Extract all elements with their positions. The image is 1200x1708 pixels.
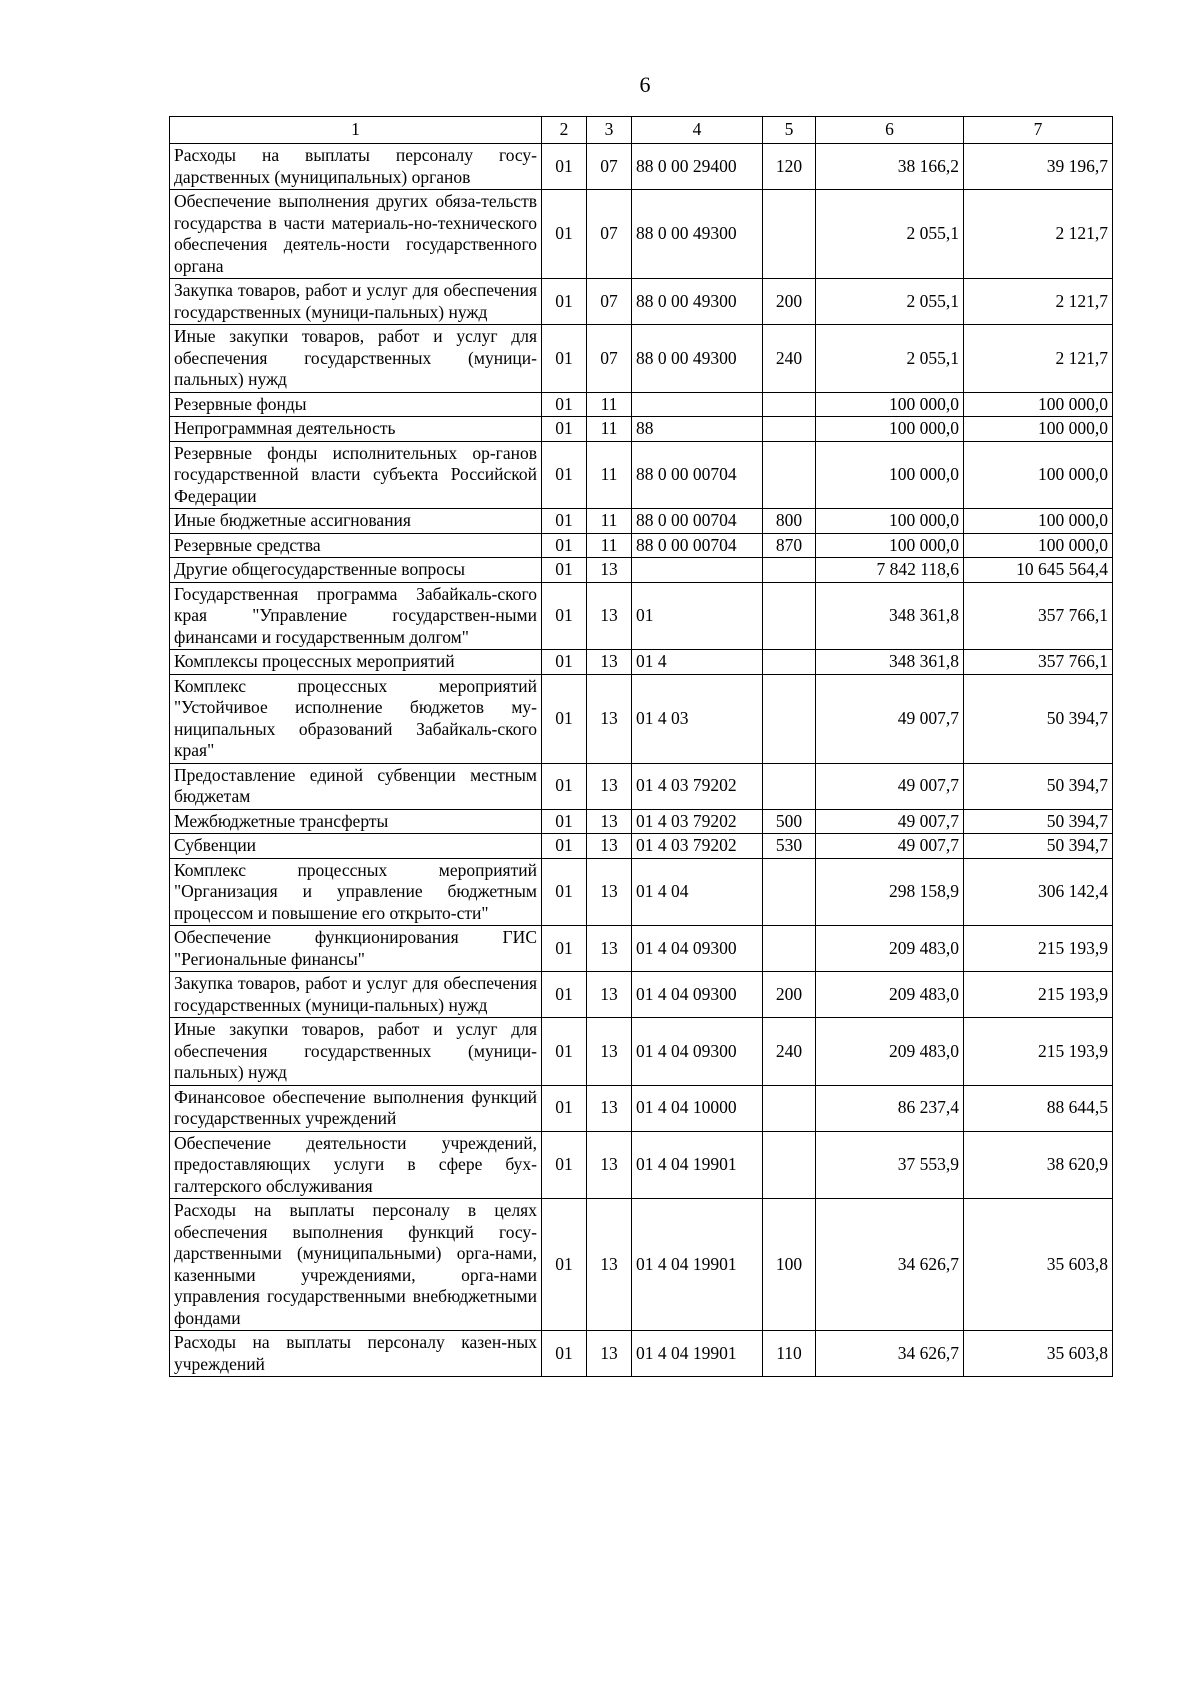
budget-table (169, 116, 1113, 1377)
row-name-cell: Резервные фонды исполнительных ор-ганов государственной власти субъекта Российской Федерации (170, 441, 542, 509)
row-name-cell: Резервные фонды (170, 392, 542, 417)
amount-year-2-cell: 50 394,7 (964, 834, 1113, 859)
amount-year-2-cell: 50 394,7 (964, 763, 1113, 809)
amount-year-1-cell: 348 361,8 (816, 650, 964, 675)
table-row (170, 279, 1113, 325)
table-row (170, 834, 1113, 859)
row-name-cell: Комплексы процессных мероприятий (170, 650, 542, 675)
section-code-cell: 01 (542, 441, 587, 509)
expense-type-cell: 100 (763, 1199, 816, 1331)
subsection-code-cell: 07 (587, 190, 632, 279)
header-cell-7: 7 (964, 117, 1113, 144)
amount-year-2-cell: 100 000,0 (964, 417, 1113, 442)
amount-year-2-cell: 100 000,0 (964, 392, 1113, 417)
table-row (170, 558, 1113, 583)
target-article-cell: 01 4 04 10000 (632, 1085, 763, 1131)
section-code-cell: 01 (542, 582, 587, 650)
expense-type-cell: 500 (763, 809, 816, 834)
amount-year-1-cell: 49 007,7 (816, 834, 964, 859)
target-article-cell: 01 4 04 19901 (632, 1199, 763, 1331)
subsection-code-cell: 11 (587, 441, 632, 509)
row-name-cell: Иные бюджетные ассигнования (170, 509, 542, 534)
amount-year-2-cell: 38 620,9 (964, 1131, 1113, 1199)
amount-year-1-cell: 37 553,9 (816, 1131, 964, 1199)
section-code-cell: 01 (542, 1085, 587, 1131)
table-row (170, 533, 1113, 558)
amount-year-2-cell: 2 121,7 (964, 325, 1113, 393)
amount-year-2-cell: 357 766,1 (964, 650, 1113, 675)
row-name-cell: Закупка товаров, работ и услуг для обеспечения государственных (муници-пальных) нужд (170, 972, 542, 1018)
subsection-code-cell: 13 (587, 858, 632, 926)
section-code-cell: 01 (542, 650, 587, 675)
subsection-code-cell: 07 (587, 279, 632, 325)
amount-year-1-cell: 49 007,7 (816, 809, 964, 834)
section-code-cell: 01 (542, 325, 587, 393)
section-code-cell: 01 (542, 1131, 587, 1199)
section-code-cell: 01 (542, 858, 587, 926)
subsection-code-cell: 13 (587, 972, 632, 1018)
amount-year-1-cell: 348 361,8 (816, 582, 964, 650)
table-row (170, 1085, 1113, 1131)
amount-year-1-cell: 38 166,2 (816, 144, 964, 190)
section-code-cell: 01 (542, 1018, 587, 1086)
amount-year-1-cell: 49 007,7 (816, 763, 964, 809)
subsection-code-cell: 13 (587, 674, 632, 763)
amount-year-1-cell: 2 055,1 (816, 190, 964, 279)
subsection-code-cell: 11 (587, 533, 632, 558)
amount-year-1-cell: 49 007,7 (816, 674, 964, 763)
section-code-cell: 01 (542, 834, 587, 859)
section-code-cell: 01 (542, 972, 587, 1018)
expense-type-cell: 120 (763, 144, 816, 190)
row-name-cell: Обеспечение функционирования ГИС "Региональные финансы" (170, 926, 542, 972)
table-row (170, 809, 1113, 834)
header-cell-4: 4 (632, 117, 763, 144)
row-name-cell: Субвенции (170, 834, 542, 859)
target-article-cell: 88 (632, 417, 763, 442)
subsection-code-cell: 07 (587, 144, 632, 190)
amount-year-1-cell: 298 158,9 (816, 858, 964, 926)
subsection-code-cell: 07 (587, 325, 632, 393)
table-row (170, 858, 1113, 926)
row-name-cell: Закупка товаров, работ и услуг для обеспечения государственных (муници-пальных) нужд (170, 279, 542, 325)
header-cell-1: 1 (170, 117, 542, 144)
table-row (170, 144, 1113, 190)
amount-year-1-cell: 209 483,0 (816, 926, 964, 972)
amount-year-1-cell: 100 000,0 (816, 533, 964, 558)
row-name-cell: Расходы на выплаты персоналу госу-дарственных (муниципальных) органов (170, 144, 542, 190)
target-article-cell: 01 4 04 09300 (632, 972, 763, 1018)
expense-type-cell: 110 (763, 1331, 816, 1377)
expense-type-cell (763, 558, 816, 583)
row-name-cell: Комплекс процессных мероприятий "Устойчивое исполнение бюджетов му-ниципальных образований Забайкаль-ского края" (170, 674, 542, 763)
target-article-cell: 01 4 04 19901 (632, 1331, 763, 1377)
amount-year-1-cell: 34 626,7 (816, 1199, 964, 1331)
row-name-cell: Обеспечение деятельности учреждений, предоставляющих услуги в сфере бух-галтерского обслуживания (170, 1131, 542, 1199)
table-row (170, 582, 1113, 650)
expense-type-cell (763, 417, 816, 442)
row-name-cell: Иные закупки товаров, работ и услуг для обеспечения государственных (муници-пальных) нужд (170, 1018, 542, 1086)
expense-type-cell: 240 (763, 325, 816, 393)
target-article-cell: 01 4 04 19901 (632, 1131, 763, 1199)
expense-type-cell (763, 858, 816, 926)
section-code-cell: 01 (542, 674, 587, 763)
expense-type-cell: 800 (763, 509, 816, 534)
target-article-cell: 88 0 00 00704 (632, 533, 763, 558)
table-row (170, 1199, 1113, 1331)
expense-type-cell (763, 650, 816, 675)
expense-type-cell: 530 (763, 834, 816, 859)
amount-year-2-cell: 50 394,7 (964, 674, 1113, 763)
expense-type-cell: 200 (763, 972, 816, 1018)
subsection-code-cell: 13 (587, 650, 632, 675)
row-name-cell: Комплекс процессных мероприятий "Организация и управление бюджетным процессом и повышение его открыто-сти" (170, 858, 542, 926)
table-row (170, 190, 1113, 279)
target-article-cell: 01 4 04 09300 (632, 1018, 763, 1086)
amount-year-1-cell: 209 483,0 (816, 972, 964, 1018)
section-code-cell: 01 (542, 417, 587, 442)
row-name-cell: Непрограммная деятельность (170, 417, 542, 442)
subsection-code-cell: 13 (587, 926, 632, 972)
expense-type-cell (763, 763, 816, 809)
target-article-cell (632, 392, 763, 417)
subsection-code-cell: 11 (587, 417, 632, 442)
target-article-cell: 01 4 04 09300 (632, 926, 763, 972)
subsection-code-cell: 13 (587, 1018, 632, 1086)
amount-year-2-cell: 39 196,7 (964, 144, 1113, 190)
subsection-code-cell: 13 (587, 558, 632, 583)
amount-year-2-cell: 306 142,4 (964, 858, 1113, 926)
expense-type-cell: 240 (763, 1018, 816, 1086)
row-name-cell: Резервные средства (170, 533, 542, 558)
table-row (170, 325, 1113, 393)
subsection-code-cell: 13 (587, 582, 632, 650)
target-article-cell: 01 4 03 (632, 674, 763, 763)
target-article-cell: 88 0 00 49300 (632, 190, 763, 279)
target-article-cell: 88 0 00 00704 (632, 441, 763, 509)
section-code-cell: 01 (542, 279, 587, 325)
expense-type-cell (763, 582, 816, 650)
row-name-cell: Расходы на выплаты персоналу в целях обеспечения выполнения функций госу-дарственными (муниципальными) орга-нами, казенными учреждениями, орга-нами управления государственными внебюджетными фондами (170, 1199, 542, 1331)
table-row (170, 1131, 1113, 1199)
table-row (170, 392, 1113, 417)
section-code-cell: 01 (542, 809, 587, 834)
table-row (170, 1331, 1113, 1377)
target-article-cell: 88 0 00 29400 (632, 144, 763, 190)
target-article-cell: 88 0 00 49300 (632, 279, 763, 325)
section-code-cell: 01 (542, 558, 587, 583)
page-number: 6 (639, 72, 651, 97)
section-code-cell: 01 (542, 1199, 587, 1331)
section-code-cell: 01 (542, 190, 587, 279)
amount-year-2-cell: 215 193,9 (964, 1018, 1113, 1086)
target-article-cell: 01 4 03 79202 (632, 809, 763, 834)
amount-year-2-cell: 2 121,7 (964, 279, 1113, 325)
expense-type-cell (763, 674, 816, 763)
section-code-cell: 01 (542, 509, 587, 534)
header-cell-3: 3 (587, 117, 632, 144)
target-article-cell: 01 4 (632, 650, 763, 675)
row-name-cell: Межбюджетные трансферты (170, 809, 542, 834)
target-article-cell (632, 558, 763, 583)
expense-type-cell (763, 1085, 816, 1131)
expense-type-cell (763, 926, 816, 972)
expense-type-cell (763, 441, 816, 509)
table-row (170, 1018, 1113, 1086)
amount-year-1-cell: 2 055,1 (816, 325, 964, 393)
target-article-cell: 88 0 00 49300 (632, 325, 763, 393)
subsection-code-cell: 11 (587, 392, 632, 417)
target-article-cell: 88 0 00 00704 (632, 509, 763, 534)
row-name-cell: Другие общегосударственные вопросы (170, 558, 542, 583)
header-cell-6: 6 (816, 117, 964, 144)
amount-year-1-cell: 100 000,0 (816, 509, 964, 534)
expense-type-cell (763, 392, 816, 417)
target-article-cell: 01 4 03 79202 (632, 763, 763, 809)
expense-type-cell (763, 1131, 816, 1199)
table-row (170, 674, 1113, 763)
table-row (170, 650, 1113, 675)
table-row (170, 763, 1113, 809)
row-name-cell: Расходы на выплаты персоналу казен-ных учреждений (170, 1331, 542, 1377)
row-name-cell: Предоставление единой субвенции местным бюджетам (170, 763, 542, 809)
table-row (170, 972, 1113, 1018)
target-article-cell: 01 4 04 (632, 858, 763, 926)
subsection-code-cell: 13 (587, 1199, 632, 1331)
target-article-cell: 01 4 03 79202 (632, 834, 763, 859)
section-code-cell: 01 (542, 1331, 587, 1377)
section-code-cell: 01 (542, 926, 587, 972)
section-code-cell: 01 (542, 533, 587, 558)
row-name-cell: Финансовое обеспечение выполнения функций государственных учреждений (170, 1085, 542, 1131)
section-code-cell: 01 (542, 763, 587, 809)
subsection-code-cell: 13 (587, 1131, 632, 1199)
amount-year-2-cell: 88 644,5 (964, 1085, 1113, 1131)
subsection-code-cell: 13 (587, 1331, 632, 1377)
amount-year-2-cell: 100 000,0 (964, 533, 1113, 558)
amount-year-1-cell: 7 842 118,6 (816, 558, 964, 583)
target-article-cell: 01 (632, 582, 763, 650)
subsection-code-cell: 11 (587, 509, 632, 534)
amount-year-1-cell: 86 237,4 (816, 1085, 964, 1131)
amount-year-1-cell: 100 000,0 (816, 417, 964, 442)
amount-year-2-cell: 10 645 564,4 (964, 558, 1113, 583)
amount-year-1-cell: 2 055,1 (816, 279, 964, 325)
subsection-code-cell: 13 (587, 763, 632, 809)
table-header-row (170, 117, 1113, 144)
header-cell-5: 5 (763, 117, 816, 144)
amount-year-1-cell: 100 000,0 (816, 441, 964, 509)
amount-year-2-cell: 100 000,0 (964, 509, 1113, 534)
subsection-code-cell: 13 (587, 1085, 632, 1131)
section-code-cell: 01 (542, 392, 587, 417)
table-row (170, 417, 1113, 442)
amount-year-2-cell: 2 121,7 (964, 190, 1113, 279)
expense-type-cell: 200 (763, 279, 816, 325)
amount-year-1-cell: 100 000,0 (816, 392, 964, 417)
row-name-cell: Обеспечение выполнения других обяза-тельств государства в части материаль-но-технического обеспечения деятель-ности государственного органа (170, 190, 542, 279)
amount-year-2-cell: 50 394,7 (964, 809, 1113, 834)
amount-year-2-cell: 215 193,9 (964, 926, 1113, 972)
amount-year-2-cell: 357 766,1 (964, 582, 1113, 650)
expense-type-cell (763, 190, 816, 279)
table-row (170, 509, 1113, 534)
amount-year-1-cell: 34 626,7 (816, 1331, 964, 1377)
subsection-code-cell: 13 (587, 809, 632, 834)
amount-year-2-cell: 35 603,8 (964, 1199, 1113, 1331)
amount-year-1-cell: 209 483,0 (816, 1018, 964, 1086)
expense-type-cell: 870 (763, 533, 816, 558)
amount-year-2-cell: 215 193,9 (964, 972, 1113, 1018)
row-name-cell: Государственная программа Забайкаль-ского края "Управление государствен-ными финансами и государственным долгом" (170, 582, 542, 650)
amount-year-2-cell: 35 603,8 (964, 1331, 1113, 1377)
amount-year-2-cell: 100 000,0 (964, 441, 1113, 509)
header-cell-2: 2 (542, 117, 587, 144)
row-name-cell: Иные закупки товаров, работ и услуг для обеспечения государственных (муници-пальных) нужд (170, 325, 542, 393)
section-code-cell: 01 (542, 144, 587, 190)
table-row (170, 441, 1113, 509)
subsection-code-cell: 13 (587, 834, 632, 859)
table-row (170, 926, 1113, 972)
